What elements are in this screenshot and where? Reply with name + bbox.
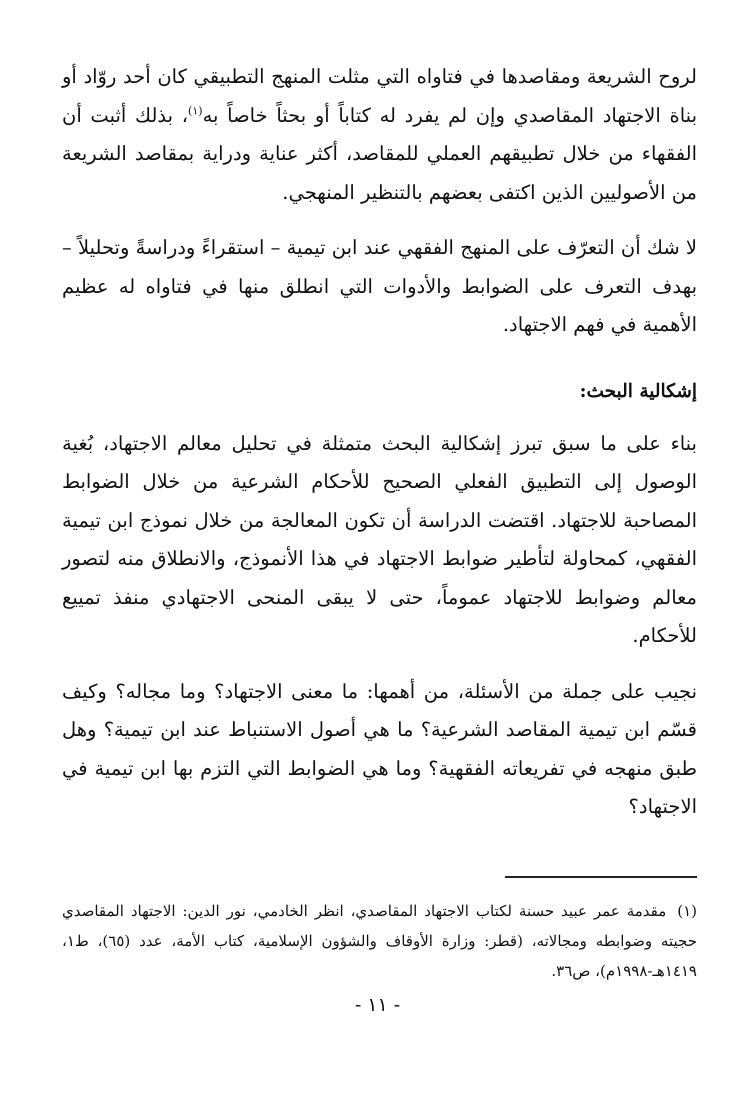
footnote-number: (١)	[677, 902, 697, 920]
paragraph-1-text: لروح الشريعة ومقاصدها في فتاواه التي مثلت المنهج التطبيقي كان أحد روّاد أو بناة الاجتهاد المقاصدي وإن لم يفرد له كتاباً أو بحثاً خاصاً به	[62, 65, 697, 127]
footnote-item	[62, 896, 697, 986]
body-paragraph-2: لا شك أن التعرّف على المنهج الفقهي عند ابن تيمية – استقراءً ودراسةً وتحليلاً – بهدف التعرف على الضوابط والأدوات التي انطلق منها في فتاواه له عظيم الأهمية في فهم الاجتهاد.	[62, 236, 697, 336]
footnote-reference[interactable]: (١)	[188, 104, 203, 117]
page-number: - ١١ -	[354, 994, 401, 1016]
footnotes	[62, 896, 697, 986]
body-paragraph-3: بناء على ما سبق تبرز إشكالية البحث متمثلة في تحليل معالم الاجتهاد، بُغية الوصول إلى التطبيق الفعلي الصحيح للأحكام الشرعية من خلال الضوابط المصاحبة للاجتهاد. اقتضت الدراسة أن تكون المعالجة من خلال نموذج ابن تيمية الفقهي، كمحاولة لتأطير ضوابط الاجتهاد في هذا الأنموذج، والانطلاق منه لتصور معالم وضوابط للاجتهاد عموماً، حتى لا يبقى المنحى الاجتهادي منفذ تمييع للأحكام.	[62, 431, 697, 647]
body-paragraph-4: نجيب على جملة من الأسئلة، من أهمها: ما معنى الاجتهاد؟ وما مجاله؟ وكيف قسّم ابن تيمية المقاصد الشرعية؟ ما هي أصول الاستنباط عند ابن تيمية؟ وهل طبق منهجه في تفريعاته الفقهية؟ وما هي الضوابط التي التزم بها ابن تيمية في الاجتهاد؟	[62, 679, 697, 818]
section-heading: إشكالية البحث:	[579, 380, 697, 402]
paragraph-1-tail: ، بذلك أثبت أن الفقهاء من خلال تطبيقهم العملي للمقاصد، أكثر عناية ودراية بمقاصد الشريعة من الأصوليين الذين اكتفى بعضهم بالتنظير المنهجي.	[62, 103, 697, 204]
footnote-divider	[505, 876, 697, 878]
body-paragraph-1	[62, 58, 697, 212]
footnote-text: مقدمة عمر عبيد حسنة لكتاب الاجتهاد المقاصدي، انظر الخادمي، نور الدين: الاجتهاد المقاصدي حجيته وضوابطه ومجالاته، (قطر: وزارة الأوقاف والشؤون الإسلامية، كتاب الأمة، عدد (٦٥)، ط١، ١٤١٩هـ-١٩٩٨م)، ص٣٦.	[62, 902, 697, 980]
